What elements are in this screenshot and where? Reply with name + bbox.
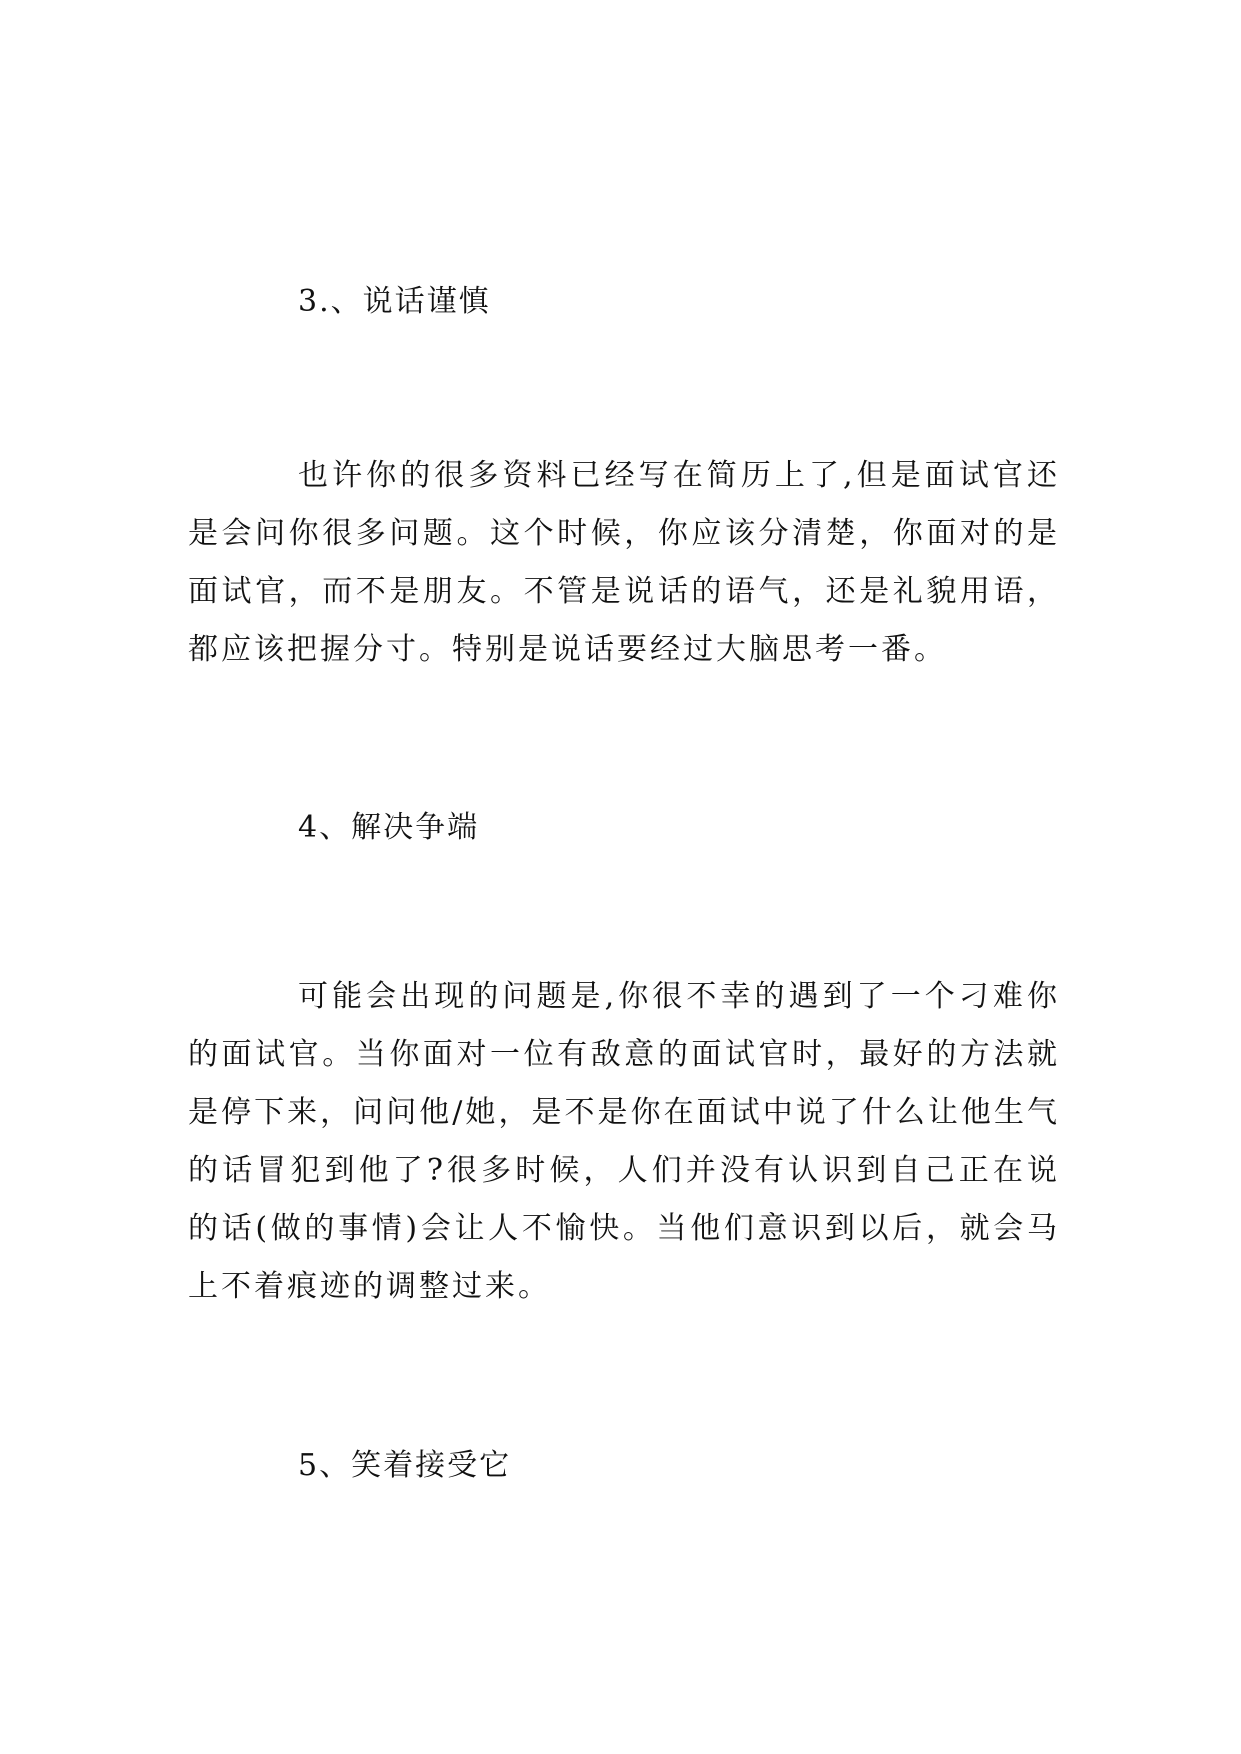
- section-heading-5: 5、笑着接受它: [298, 1448, 512, 1483]
- section-paragraph-4: 可能会出现的问题是,你很不幸的遇到了一个刁难你的面试官。当你面对一位有敌意的面试官时，最好的方法就是停下来，问问他/她，是不是你在面试中说了什么让他生气的话冒犯到他了?很多时候，人们并没有认识到自己正在说的话(做的事情)会让人不愉快。当他们意识到以后，就会马上不着痕迹的调整过来。: [188, 979, 1060, 1304]
- section-heading-4: 4、解决争端: [298, 810, 480, 845]
- section-paragraph-3: 也许你的很多资料已经写在简历上了,但是面试官还是会问你很多问题。这个时候，你应该分清楚，你面对的是面试官，而不是朋友。不管是说话的语气，还是礼貌用语，都应该把握分寸。特别是说话要经过大脑思考一番。: [188, 458, 1060, 667]
- section-heading-3: 3.、说话谨慎: [298, 284, 491, 319]
